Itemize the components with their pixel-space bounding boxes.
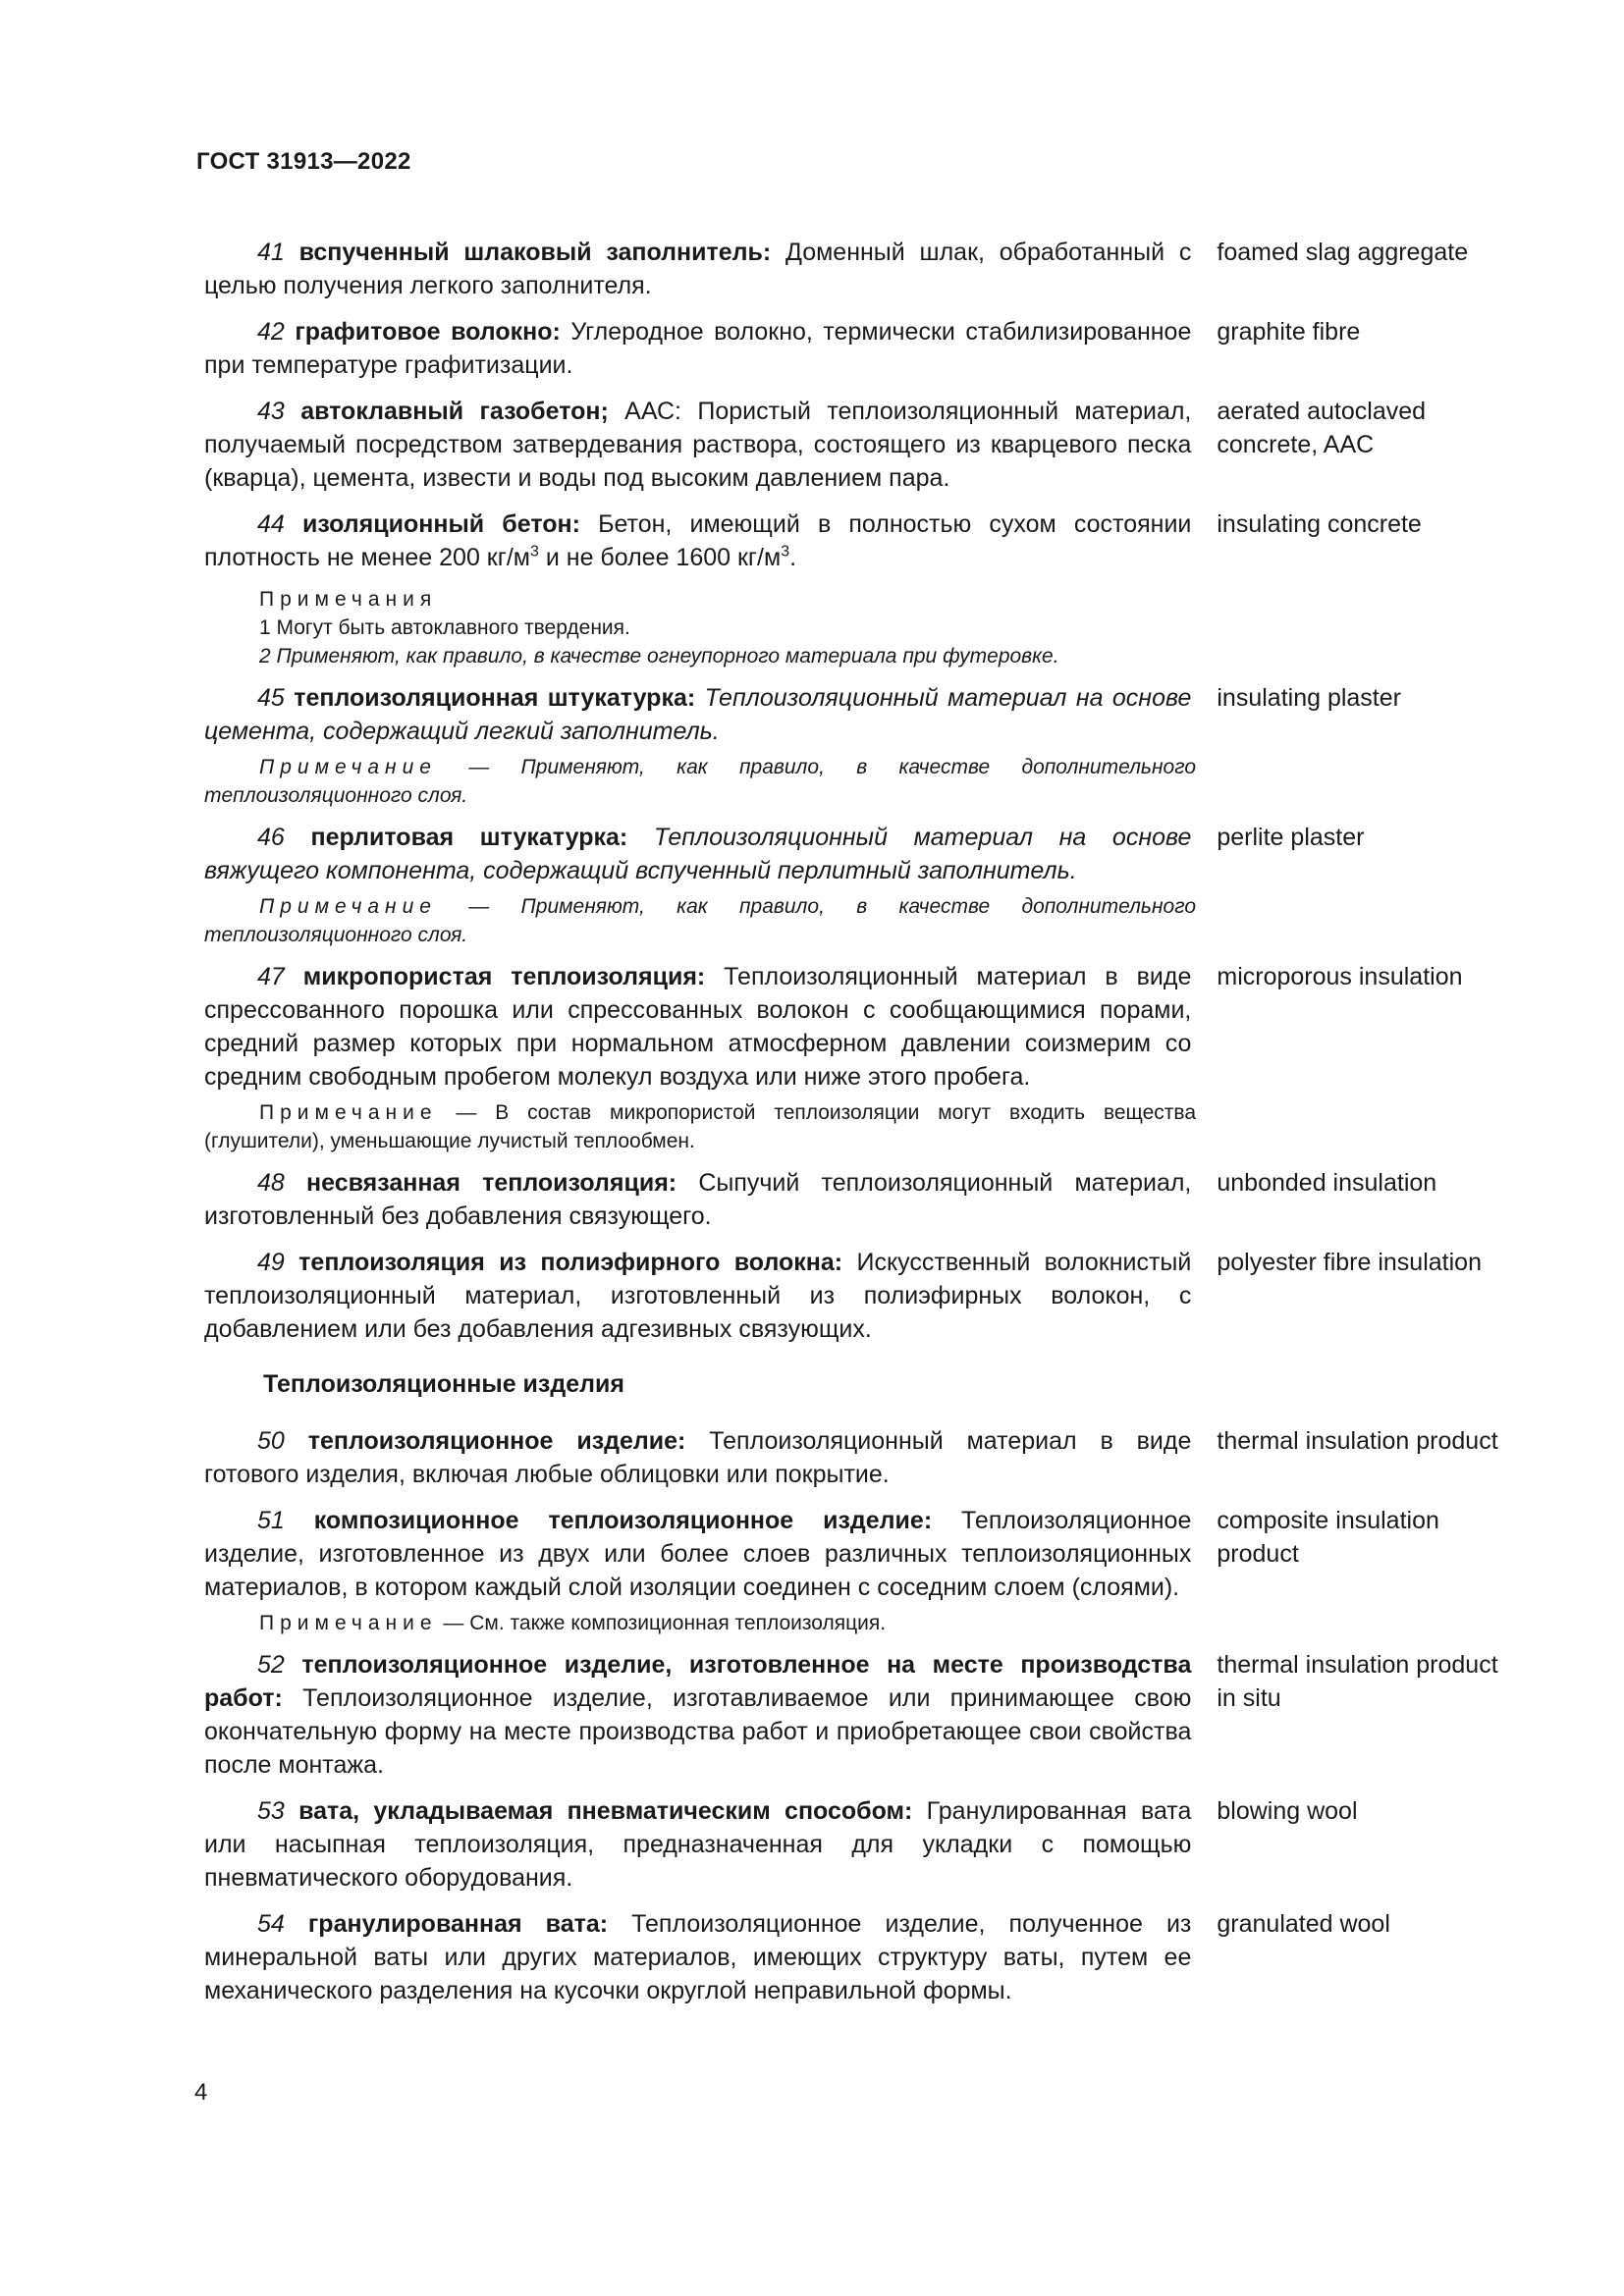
- note-text: — В состав микропористой теплоизоляции могут входить вещества (глушители), уменьшающие лучистый теплообмен.: [204, 1101, 1196, 1152]
- terms-list: [204, 236, 1510, 2020]
- term-number: 43: [257, 398, 285, 425]
- term-english: blowing wool: [1217, 1797, 1358, 1825]
- term-text: Искусственный волокнистый теплоизоляционный материал, изготовленный из полиэфирных волокон, с добавлением или без добавления адгезивных связующих.: [204, 1249, 1192, 1343]
- term-english: perlite plaster: [1217, 824, 1365, 851]
- term-text: Теплоизоляционное изделие, изготовленное из двух или более слоев различных теплоизоляционных материалов, в котором каждый слой изоляции соединен с соседним слоем (слоями).: [204, 1507, 1192, 1601]
- term-name: автоклавный газобетон;: [300, 398, 609, 425]
- term-entry: [204, 395, 1510, 495]
- term-english: microporous insulation: [1217, 963, 1463, 990]
- term-number: 45: [257, 684, 285, 712]
- term-english: insulating concrete: [1217, 510, 1422, 538]
- term-entry: [204, 960, 1510, 1094]
- term-text: Теплоизоляционное изделие, изготавливаемое или принимающее свою окончательную форму на месте производства работ и приобретающее свои свойства после монтажа.: [204, 1684, 1192, 1779]
- term-text: Теплоизоляционное изделие, полученное из минеральной ваты или других материалов, имеющих структуру ваты, путем ее механического разделения на кусочки округлой неправильной формы.: [204, 1910, 1192, 2004]
- term-number: 52: [257, 1651, 285, 1679]
- term-definition: [204, 315, 1191, 382]
- term-definition: [204, 1504, 1191, 1604]
- term-text: Бетон, имеющий в полностью сухом состоянии плотность не менее 200 кг/м: [204, 510, 1192, 571]
- term-text: Теплоизоляционный материал на основе цемента, содержащий легкий заполнитель.: [204, 684, 1192, 745]
- term-text: .: [789, 544, 797, 571]
- term-definition: [204, 1246, 1191, 1346]
- term-english: granulated wool: [1217, 1910, 1390, 1938]
- term-entry: [204, 315, 1510, 382]
- term-number: 42: [257, 318, 285, 346]
- term-text: Углеродное волокно, термически стабилизированное при температуре графитизации.: [204, 318, 1192, 379]
- term-text: Теплоизоляционный материал в виде спрессованного порошка или спрессованных волокон с сообщающимися порами, средний размер которых при нормальном атмосферном давлении соизмерим со средним свободным пробегом молекул воздуха или ниже этого пробега.: [204, 963, 1192, 1091]
- term-entry: [204, 681, 1510, 748]
- term-english: thermal insulation product in situ: [1217, 1651, 1498, 1712]
- term-number: 50: [257, 1427, 285, 1455]
- term-text: и не более 1600 кг/м: [538, 544, 782, 571]
- note-text: — Применяют, как правило, в качестве дополнительного теплоизоляционного слоя.: [204, 756, 1196, 807]
- term-english: unbonded insulation: [1217, 1169, 1437, 1197]
- term-english: composite insulation product: [1217, 1507, 1439, 1568]
- term-number: 41: [257, 239, 285, 266]
- notes-heading: Примечания: [259, 588, 438, 611]
- term-number: 46: [257, 824, 285, 851]
- term-text: Гранулированная вата или насыпная теплоизоляция, предназначенная для укладки с помощью пневматического оборудования.: [204, 1797, 1192, 1892]
- note: [204, 1098, 1196, 1155]
- term-name: несвязанная теплоизоляция:: [306, 1169, 677, 1197]
- term-name: композиционное теплоизоляционное изделие:: [313, 1507, 933, 1534]
- term-name: вспученный шлаковый заполнитель:: [298, 239, 772, 266]
- superscript: 3: [530, 543, 539, 561]
- term-name: изоляционный бетон:: [301, 510, 580, 538]
- term-entry: [204, 1648, 1510, 1782]
- page-number: 4: [194, 2079, 208, 2106]
- term-text: Теплоизоляционный материал на основе вяжущего компонента, содержащий вспученный перлитный заполнитель.: [204, 824, 1192, 884]
- term-number: 47: [257, 963, 285, 990]
- term-text: Сыпучий теплоизоляционный материал, изготовленный без добавления связующего.: [204, 1169, 1192, 1230]
- term-definition: [204, 1907, 1191, 2007]
- note: [204, 753, 1196, 810]
- term-entry: [204, 1794, 1510, 1895]
- term-definition: [204, 681, 1191, 748]
- term-name: теплоизоляционная штукатурка:: [294, 684, 696, 712]
- term-number: 54: [257, 1910, 285, 1938]
- term-name: гранулированная вата:: [307, 1910, 609, 1938]
- term-english: thermal insulation product: [1217, 1427, 1498, 1455]
- term-name: теплоизоляция из полиэфирного волокна:: [298, 1249, 843, 1276]
- term-english: insulating plaster: [1217, 684, 1401, 712]
- term-entry: [204, 1424, 1510, 1491]
- note-item: 1 Могут быть автоклавного твердения.: [259, 616, 630, 639]
- notes-block: [259, 585, 1196, 670]
- term-definition: [204, 1166, 1191, 1233]
- term-number: 53: [257, 1797, 285, 1825]
- term-english: foamed slag aggregate: [1217, 239, 1469, 266]
- term-definition: [204, 1794, 1191, 1895]
- term-definition: [204, 1648, 1191, 1782]
- superscript: 3: [781, 543, 790, 561]
- term-definition: [204, 395, 1191, 495]
- note-text: — См. также композиционная теплоизоляция.: [437, 1612, 887, 1634]
- note-heading: Примечание: [259, 1612, 438, 1634]
- term-entry: [204, 1907, 1510, 2007]
- note: [204, 892, 1196, 949]
- term-name: теплоизоляционное изделие:: [307, 1427, 686, 1455]
- term-definition: [204, 960, 1191, 1094]
- term-name: графитовое волокно:: [295, 318, 561, 346]
- term-number: 49: [257, 1249, 285, 1276]
- term-definition: [204, 1424, 1191, 1491]
- term-number: 51: [257, 1507, 285, 1534]
- term-definition: [204, 507, 1191, 574]
- note-heading: Примечание: [259, 1101, 438, 1124]
- term-text: Доменный шлак, обработанный с целью получения легкого заполнителя.: [204, 239, 1192, 299]
- term-name: вата, укладываемая пневматическим способом:: [298, 1797, 913, 1825]
- note-heading: Примечание: [259, 895, 437, 918]
- note-text: — Применяют, как правило, в качестве дополнительного теплоизоляционного слоя.: [204, 895, 1196, 946]
- term-english: graphite fibre: [1217, 318, 1361, 346]
- term-english: aerated autoclaved concrete, AAC: [1217, 398, 1427, 458]
- term-name: перлитовая штукатурка:: [310, 824, 628, 851]
- term-entry: [204, 821, 1510, 887]
- term-definition: [204, 236, 1191, 302]
- term-name: теплоизоляционное изделие, изготовленное на месте производства работ:: [204, 1651, 1192, 1712]
- note-item: 2 Применяют, как правило, в качестве огнеупорного материала при футеровке.: [259, 645, 1059, 667]
- note: [204, 1609, 1196, 1637]
- term-entry: [204, 1504, 1510, 1604]
- document-id: ГОСТ 31913—2022: [196, 148, 411, 175]
- term-english: polyester fibre insulation: [1217, 1249, 1482, 1276]
- term-text: Теплоизоляционный материал в виде готового изделия, включая любые облицовки или покрытие.: [204, 1427, 1192, 1488]
- term-entry: [204, 236, 1510, 302]
- term-name: микропористая теплоизоляция:: [302, 963, 706, 990]
- section-heading: Теплоизоляционные изделия: [263, 1370, 624, 1398]
- term-entry: [204, 1246, 1510, 1346]
- term-number: 44: [257, 510, 285, 538]
- term-definition: [204, 821, 1191, 887]
- note-heading: Примечание: [259, 756, 437, 778]
- term-entry: [204, 507, 1510, 574]
- term-text: ААС: Пористый теплоизоляционный материал, получаемый посредством затвердевания раствора, состоящего из кварцевого песка (кварца), цемента, извести и воды под высоким давлением пара.: [204, 398, 1192, 492]
- term-number: 48: [257, 1169, 285, 1197]
- term-entry: [204, 1166, 1510, 1233]
